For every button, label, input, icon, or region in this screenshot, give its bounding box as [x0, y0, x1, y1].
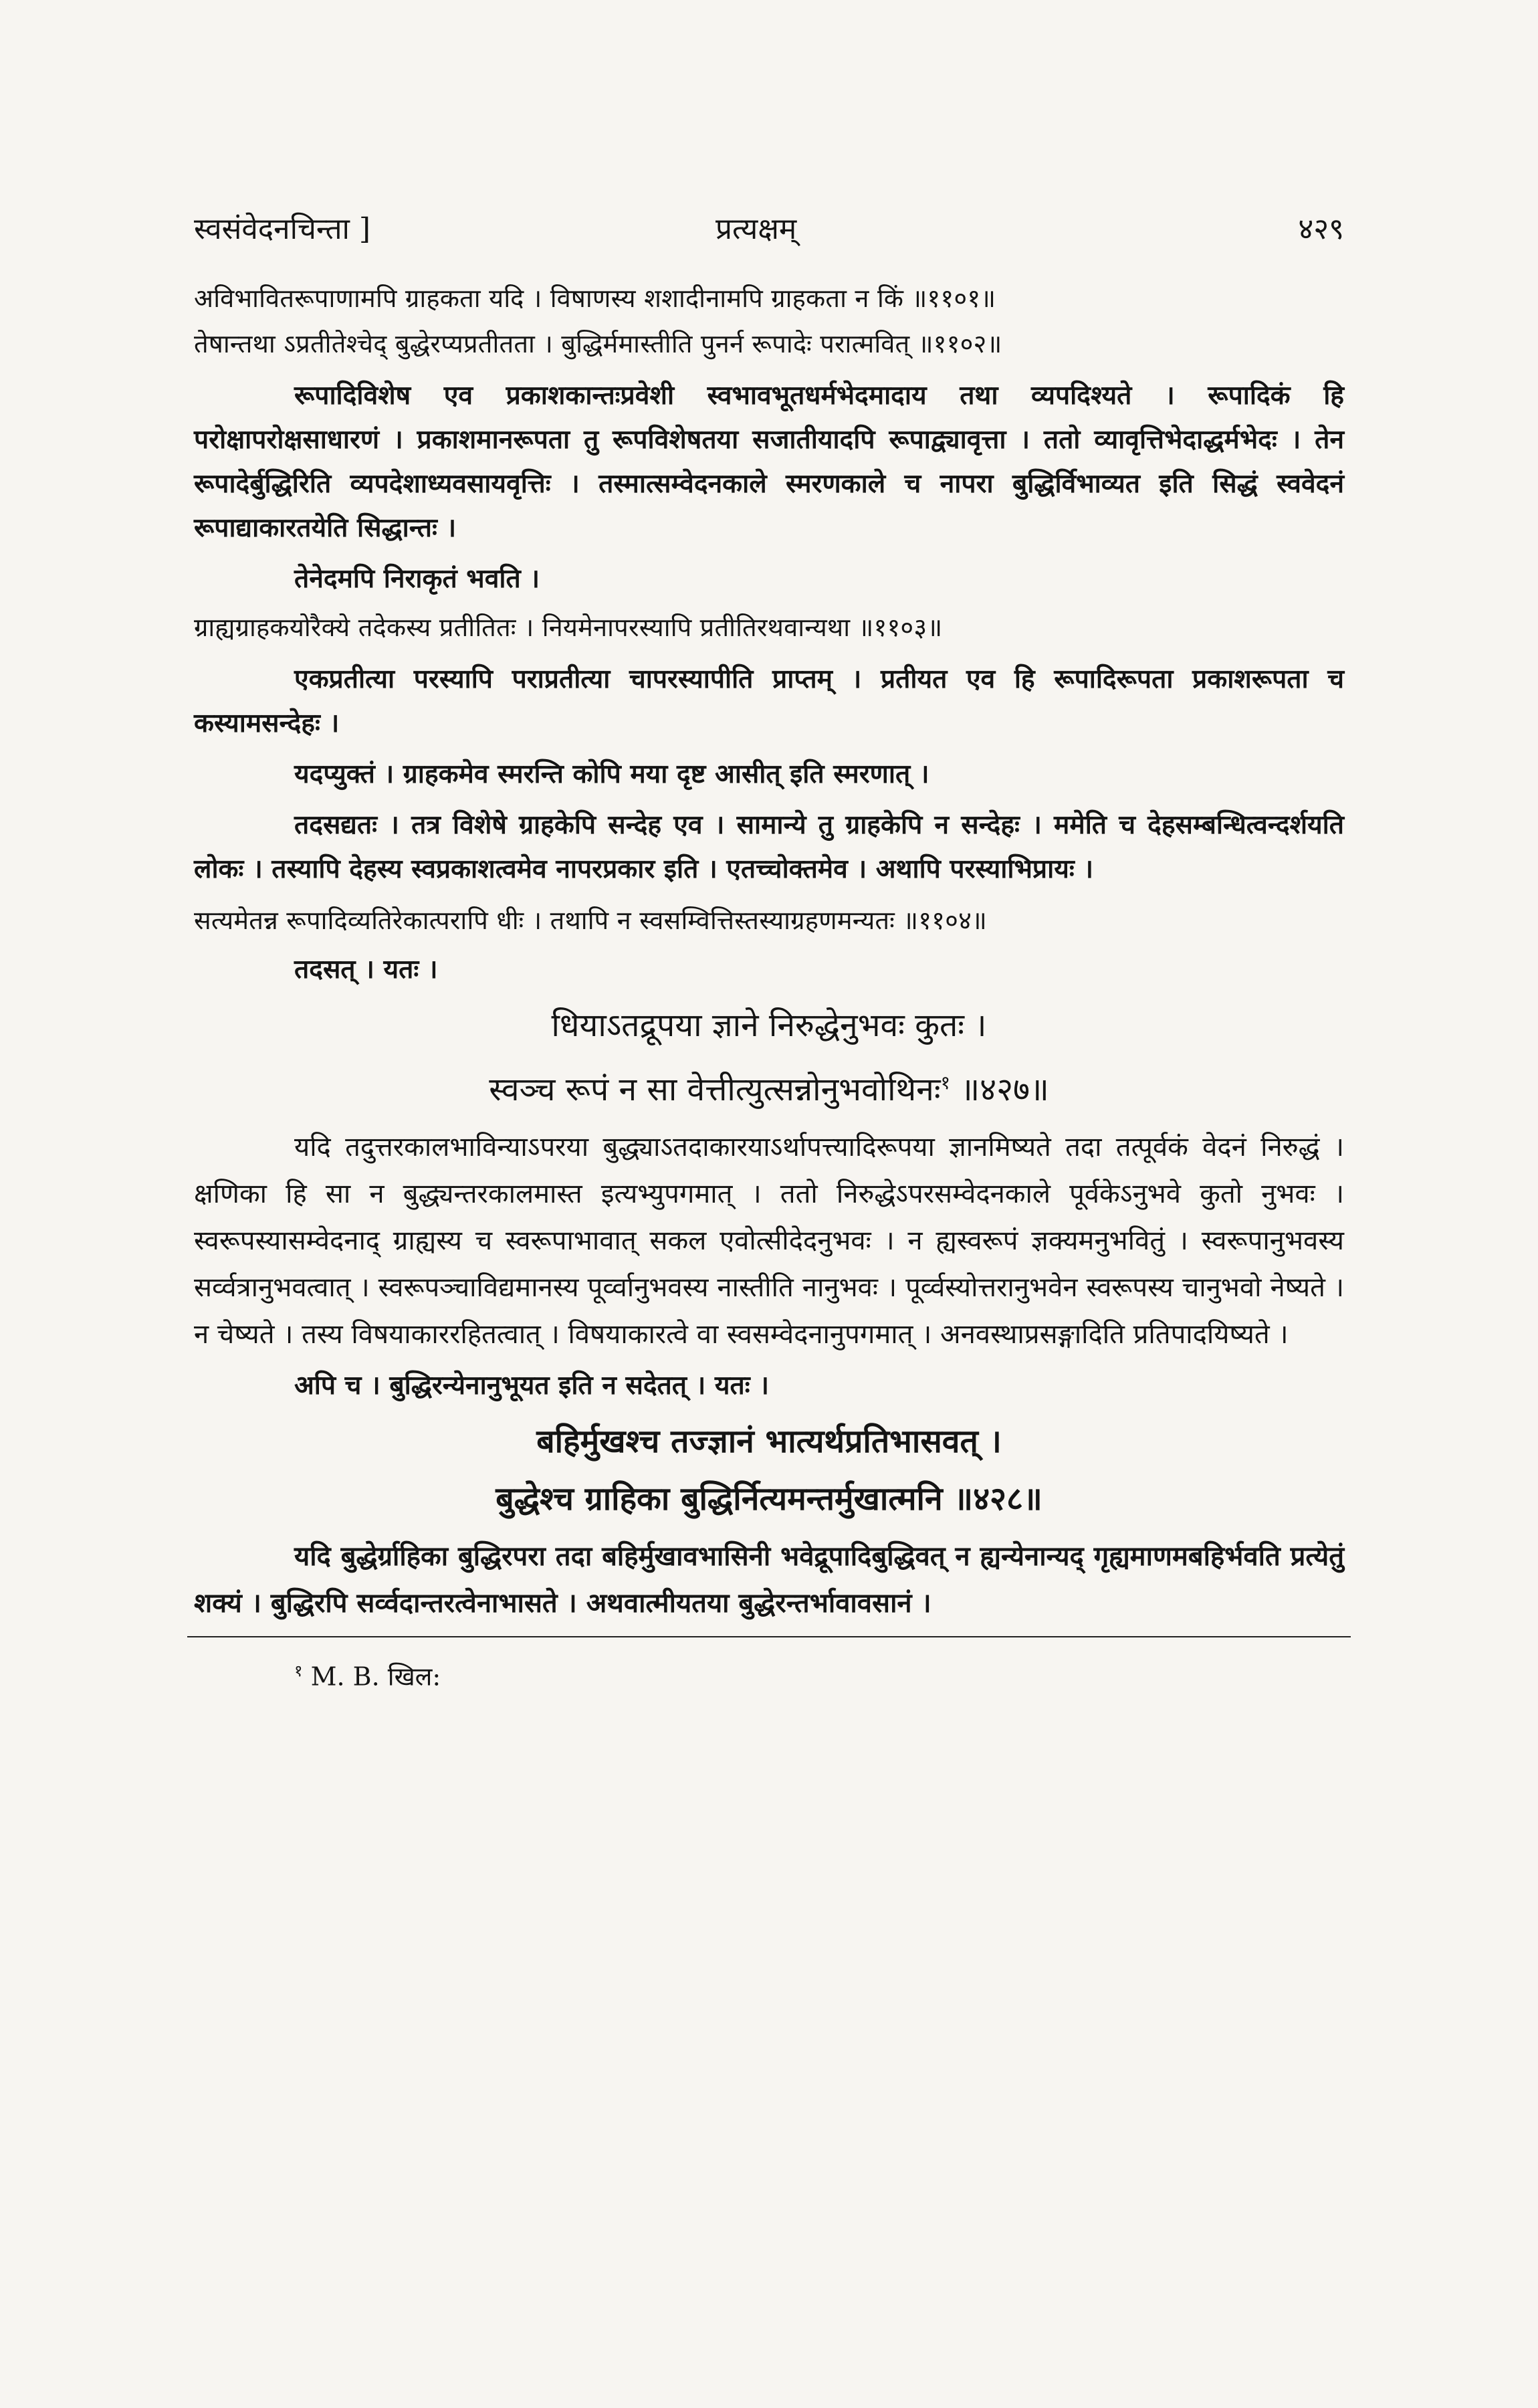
commentary-line: तेनेदमपि निराकृतं भवति । [294, 563, 540, 594]
commentary-line: यदप्युक्तं । ग्राहकमेव स्मरन्ति कोपि मया दृष्ट आसीत् इति स्मरणात् । [294, 759, 929, 789]
verse-1101: अविभावितरूपाणामपि ग्राहकता यदि । विषाणस्य शशादीनामपि ग्राहकता न किं ॥११०१॥ [194, 284, 996, 313]
footnote-marker: १ [294, 1662, 303, 1680]
page [194, 207, 1344, 1696]
commentary-line: अपि च । बुद्धिरन्येनानुभूयत इति न सदेतत् । यतः । [294, 1370, 770, 1401]
verse-1102: तेषान्तथा ऽप्रतीतेश्चेद् बुद्धेरप्यप्रतीतता । बुद्धिर्ममास्तीति पुनर्न रूपादेः परात्मवित् ॥११०२॥ [194, 329, 1002, 359]
karika-line [194, 1054, 1344, 1118]
karika-line: बुद्धेश्च ग्राहिका बुद्धिर्नित्यमन्तर्मुखात्मनि ॥४२८॥ [496, 1480, 1042, 1518]
page-number: ४२९ [1298, 212, 1344, 246]
commentary-paragraph: रूपादिविशेष एव प्रकाशकान्तःप्रवेशी स्वभावभूतधर्मभेदमादाय तथा व्यपदिश्यते । रूपादिकं हि परोक्षापरोक्षसाधारणं । प्रकाशमानरूपता तु रूपविशेषतया सजातीयादपि रूपाद्व्यावृत्ता । ततो व्यावृत्तिभेदाद्धर्मभेदः । तेन रूपादेर्बुद्धिरिति व्यपदेशाध्यवसायवृत्तिः । तस्मात्सम्वेदनकाले स्मरणकाले च नापरा बुद्धिर्विभाव्यत इति सिद्धं स्ववेदनं रूपाद्याकारतयेति सिद्धान्तः । [194, 380, 1344, 543]
commentary-line: तदसत् । यतः । [294, 954, 438, 985]
prose-paragraph: यदि बुद्धेर्ग्राहिका बुद्धिरपरा तदा बहिर्मुखावभासिनी भवेद्रूपादिबुद्धिवत् न ह्यन्येनान्यद् गृह्यमाणमबहिर्भवति प्रत्येतुं शक्यं । बुद्धिरपि सर्व्वदान्तरत्वेनाभासते । अथवात्मीयतया बुद्धेरन्तर्भावावसानं । [194, 1540, 1344, 1619]
commentary-paragraph: एकप्रतीत्या परस्यापि पराप्रतीत्या चापरस्यापीति प्राप्तम् । प्रतीयत एव हि रूपादिरूपता प्रकाशरूपता च कस्यामसन्देहः । [194, 664, 1344, 738]
footnote-marker: १ [940, 1072, 951, 1094]
footnote-text: M. B. खिल: [310, 1662, 441, 1692]
verse-1104: सत्यमेतन्न रूपादिव्यतिरेकात्परापि धीः । तथापि न स्वसम्वित्तिस्तस्याग्रहणमन्यतः ॥११०४॥ [194, 906, 988, 935]
karika-text: स्वञ्च रूपं न सा वेत्तीत्युत्सन्नोनुभवोथिनः [489, 1071, 941, 1108]
footnote-divider [187, 1636, 1351, 1637]
karika-line: धियाऽतद्रूपया ज्ञाने निरुद्धेनुभवः कुतः । [551, 1007, 987, 1044]
commentary-paragraph: तदसद्यतः । तत्र विशेषे ग्राहकेपि सन्देह एव । सामान्ये तु ग्राहकेपि न सन्देहः । ममेति च देहसम्बन्धित्वन्दर्शयति लोकः । तस्यापि देहस्य स्वप्रकाशत्वमेव नापरप्रकार इति । एतच्चोक्तमेव । अथापि परस्याभिप्रायः । [194, 809, 1344, 884]
karika-line: बहिर्मुखश्च तज्ज्ञानं भात्यर्थप्रतिभासवत् । [536, 1423, 1002, 1460]
karika-428 [194, 1413, 1344, 1528]
section-title: स्वसंवेदनचिन्ता ] [194, 212, 371, 246]
verse-1103: ग्राह्यग्राहकयोरैक्ये तदेकस्य प्रतीतितः । नियमेनापरस्यापि प्रतीतिरथवान्यथा ॥११०३॥ [194, 613, 943, 642]
karika-427 [194, 997, 1344, 1118]
prose-paragraph: यदि तदुत्तरकालभाविन्याऽपरया बुद्ध्याऽतदाकारयाऽर्थापत्त्यादिरूपया ज्ञानमिष्यते तदा तत्पूर्वकं वेदनं निरुद्धं । क्षणिका हि सा न बुद्ध्यन्तरकालमास्त इत्यभ्युपगमात् । ततो निरुद्धेऽपरसम्वेदनकाले पूर्वकेऽनुभवे कुतो नुभवः । स्वरूपस्यासम्वेदनाद् ग्राह्यस्य च स्वरूपाभावात् सकल एवोत्सीदेदनुभवः । न ह्यस्वरूपं ज्ञक्यमनुभवितुं । स्वरूपानुभवस्य सर्व्वत्रानुभवत्वात् । स्वरूपञ्चाविद्यमानस्य पूर्व्वानुभवस्य नास्तीति नानुभवः । पूर्व्वस्योत्तरानुभवेन स्वरूपस्य चानुभवो नेष्यते । न चेष्यते । तस्य विषयाकाररहितत्वात् । विषयाकारत्वे वा स्वसम्वेदनानुपगमात् । अनवस्थाप्रसङ्गादिति प्रतिपादयिष्यते । [194, 1132, 1344, 1350]
chapter-title: प्रत्यक्षम् [716, 212, 797, 246]
footnote [194, 1652, 1344, 1696]
running-header [194, 207, 1344, 261]
karika-number: ॥४२७॥ [950, 1071, 1049, 1108]
